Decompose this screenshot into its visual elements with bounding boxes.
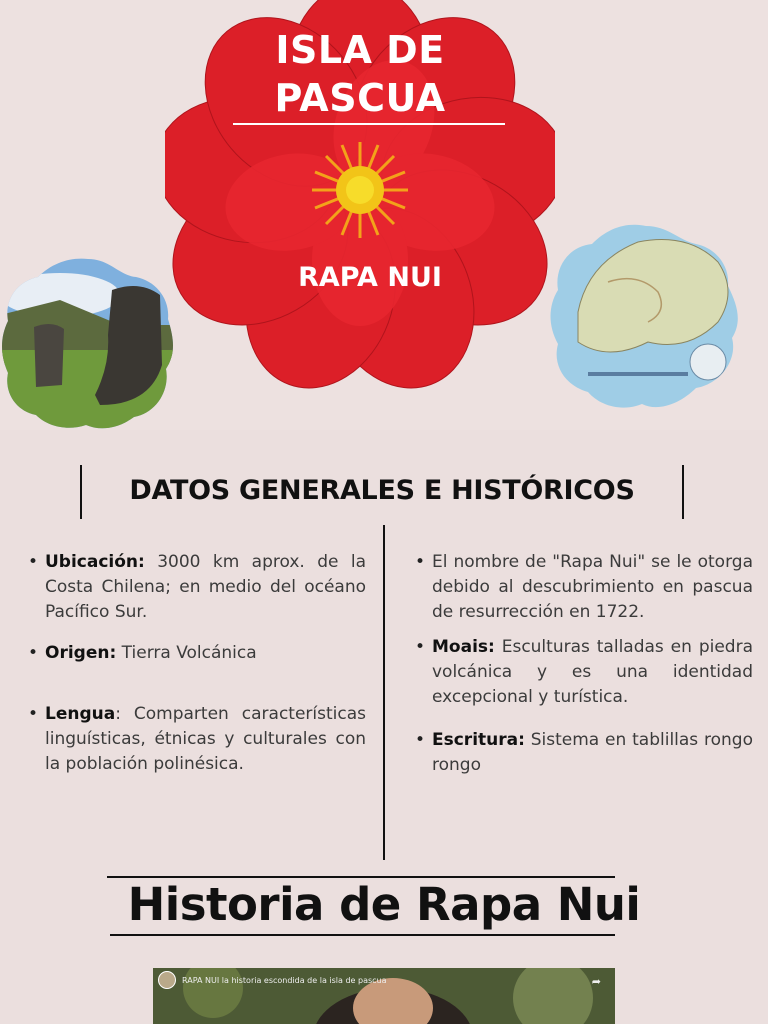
item-label: Ubicación: <box>45 552 145 572</box>
title-line-2: PASCUA <box>274 76 446 120</box>
section-title: DATOS GENERALES E HISTÓRICOS <box>129 475 635 506</box>
item-text: Tierra Volcánica <box>116 643 257 663</box>
title-line-1: ISLA DE <box>275 28 445 72</box>
channel-avatar[interactable] <box>158 971 176 989</box>
section-bar-right <box>682 465 684 519</box>
item-text: Sistema en tablillas rongo rongo <box>432 730 753 775</box>
subtitle-rapa-nui: RAPA NUI <box>298 262 442 293</box>
moai-photo <box>0 255 176 431</box>
video-embed[interactable] <box>153 968 615 1024</box>
item-text: Esculturas talladas en piedra volcánica y es una identidad excepcional y turística. <box>432 637 753 707</box>
list-item-nombre <box>415 550 753 625</box>
list-item-lengua <box>28 702 366 777</box>
item-label: Moais: <box>432 637 495 657</box>
item-text: El nombre de "Rapa Nui" se le otorga debido al descubrimiento en pascua de resurrección en 1722. <box>432 552 753 622</box>
list-item-origen <box>28 641 366 666</box>
right-column <box>415 550 753 778</box>
hero-section <box>0 0 768 430</box>
history-title: Historia de Rapa Nui <box>127 878 641 931</box>
history-rule-bottom <box>110 934 615 936</box>
video-title[interactable]: RAPA NUI la historia escondida de la isla de pascua <box>182 975 387 985</box>
title-underline <box>233 123 505 125</box>
item-text: 3000 km aprox. de la Costa Chilena; en medio del océano Pacífico Sur. <box>45 552 366 622</box>
section-header <box>80 465 684 519</box>
item-text: : Comparten características linguísticas, étnicas y culturales con la población polinésica. <box>45 704 366 774</box>
column-divider <box>383 525 385 860</box>
list-item-escritura <box>415 728 753 778</box>
item-label: Escritura: <box>432 730 525 750</box>
item-label: Origen: <box>45 643 117 663</box>
list-item-moais <box>415 635 753 710</box>
island-map <box>548 222 743 415</box>
list-item-ubicacion <box>28 550 366 625</box>
share-icon[interactable]: ➦ <box>591 975 601 988</box>
item-label: Lengua <box>45 704 116 724</box>
left-column <box>28 550 366 777</box>
video-title-bar <box>153 968 615 992</box>
